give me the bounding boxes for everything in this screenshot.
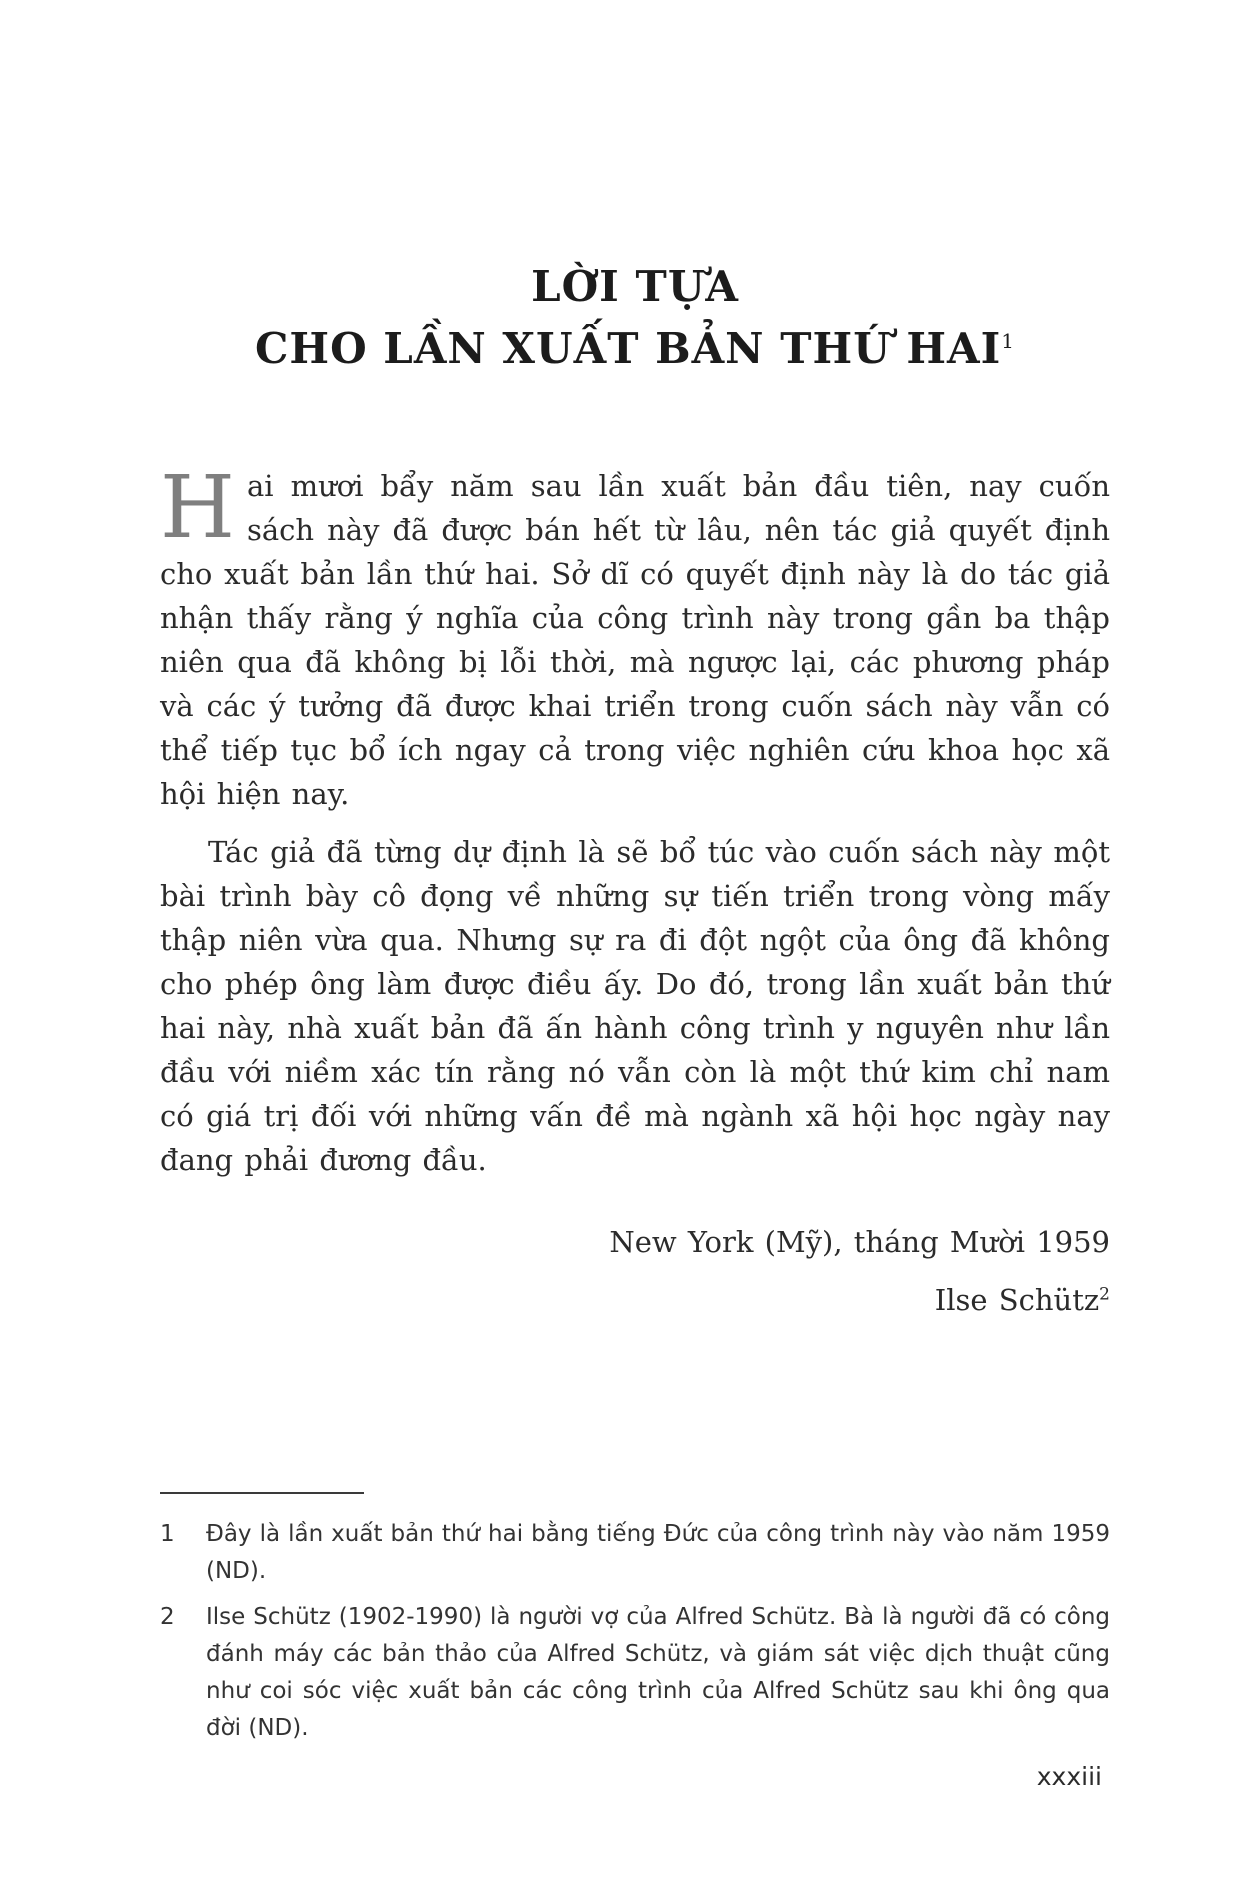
signature-name-line [160,1278,1110,1322]
footnote-number: 1 [160,1521,175,1547]
signature-footnote-ref: 2 [1099,1284,1110,1305]
footnote-number: 2 [160,1604,175,1630]
paragraph-1-text: ai mươi bẩy năm sau lần xuất bản đầu tiên, nay cuốn sách này đã được bán hết từ lâu, nên tác giả quyết định cho xuất bản lần thứ hai. Sở dĩ có quyết định này là do tác giả nhận thấy rằng ý nghĩa của công trình này trong gần ba thập niên qua đã không bị lỗi thời, mà ngược lại, các phương pháp và các ý tưởng đã được khai triển trong cuốn sách này vẫn có thể tiếp tục bổ ích ngay cả trong việc nghiên cứu khoa học xã hội hiện nay. [160,469,1110,811]
body-text [160,458,1110,1336]
signature-block [160,1220,1110,1322]
chapter-title-line-1: LỜI TỰA [531,262,739,311]
paragraph-2-text: Tác giả đã từng dự định là sẽ bổ túc vào cuốn sách này một bài trình bày cô đọng về những sự tiến triển trong vòng mấy thập niên vừa qua. Nhưng sự ra đi đột ngột của ông đã không cho phép ông làm được điều ấy. Do đó, trong lần xuất bản thứ hai này, nhà xuất bản đã ấn hành công trình y nguyên như lần đầu với niềm xác tín rằng nó vẫn còn là một thứ kim chỉ nam có giá trị đối với những vấn đề mà ngành xã hội học ngày nay đang phải đương đầu. [160,835,1110,1177]
signature-name: Ilse Schütz [934,1283,1100,1317]
footnote-section [160,1492,1110,1756]
page-number: xxxiii [1036,1762,1102,1791]
chapter-title-line-2-text: CHO LẦN XUẤT BẢN THỨ HAI [254,324,1002,373]
footnote-item [160,1599,1110,1747]
paragraph-1 [160,458,1110,816]
footnote-item [160,1516,1110,1590]
paragraph-2 [160,830,1110,1182]
footnote-text: Đây là lần xuất bản thứ hai bằng tiếng Đức của công trình này vào năm 1959 (ND). [206,1521,1110,1584]
signature-place-date: New York (Mỹ), tháng Mười 1959 [609,1225,1110,1259]
footnote-text: Ilse Schütz (1902-1990) là người vợ của Alfred Schütz. Bà là người đã có công đánh máy các bản thảo của Alfred Schütz, và giám sát việc dịch thuật cũng như coi sóc việc xuất bản các công trình của Alfred Schütz sau khi ông qua đời (ND). [206,1604,1110,1741]
title-footnote-ref: 1 [1001,329,1016,353]
chapter-title [160,256,1110,380]
chapter-title-line-2 [160,318,1110,380]
drop-cap: H [160,458,235,558]
footnote-separator-rule [160,1492,364,1494]
